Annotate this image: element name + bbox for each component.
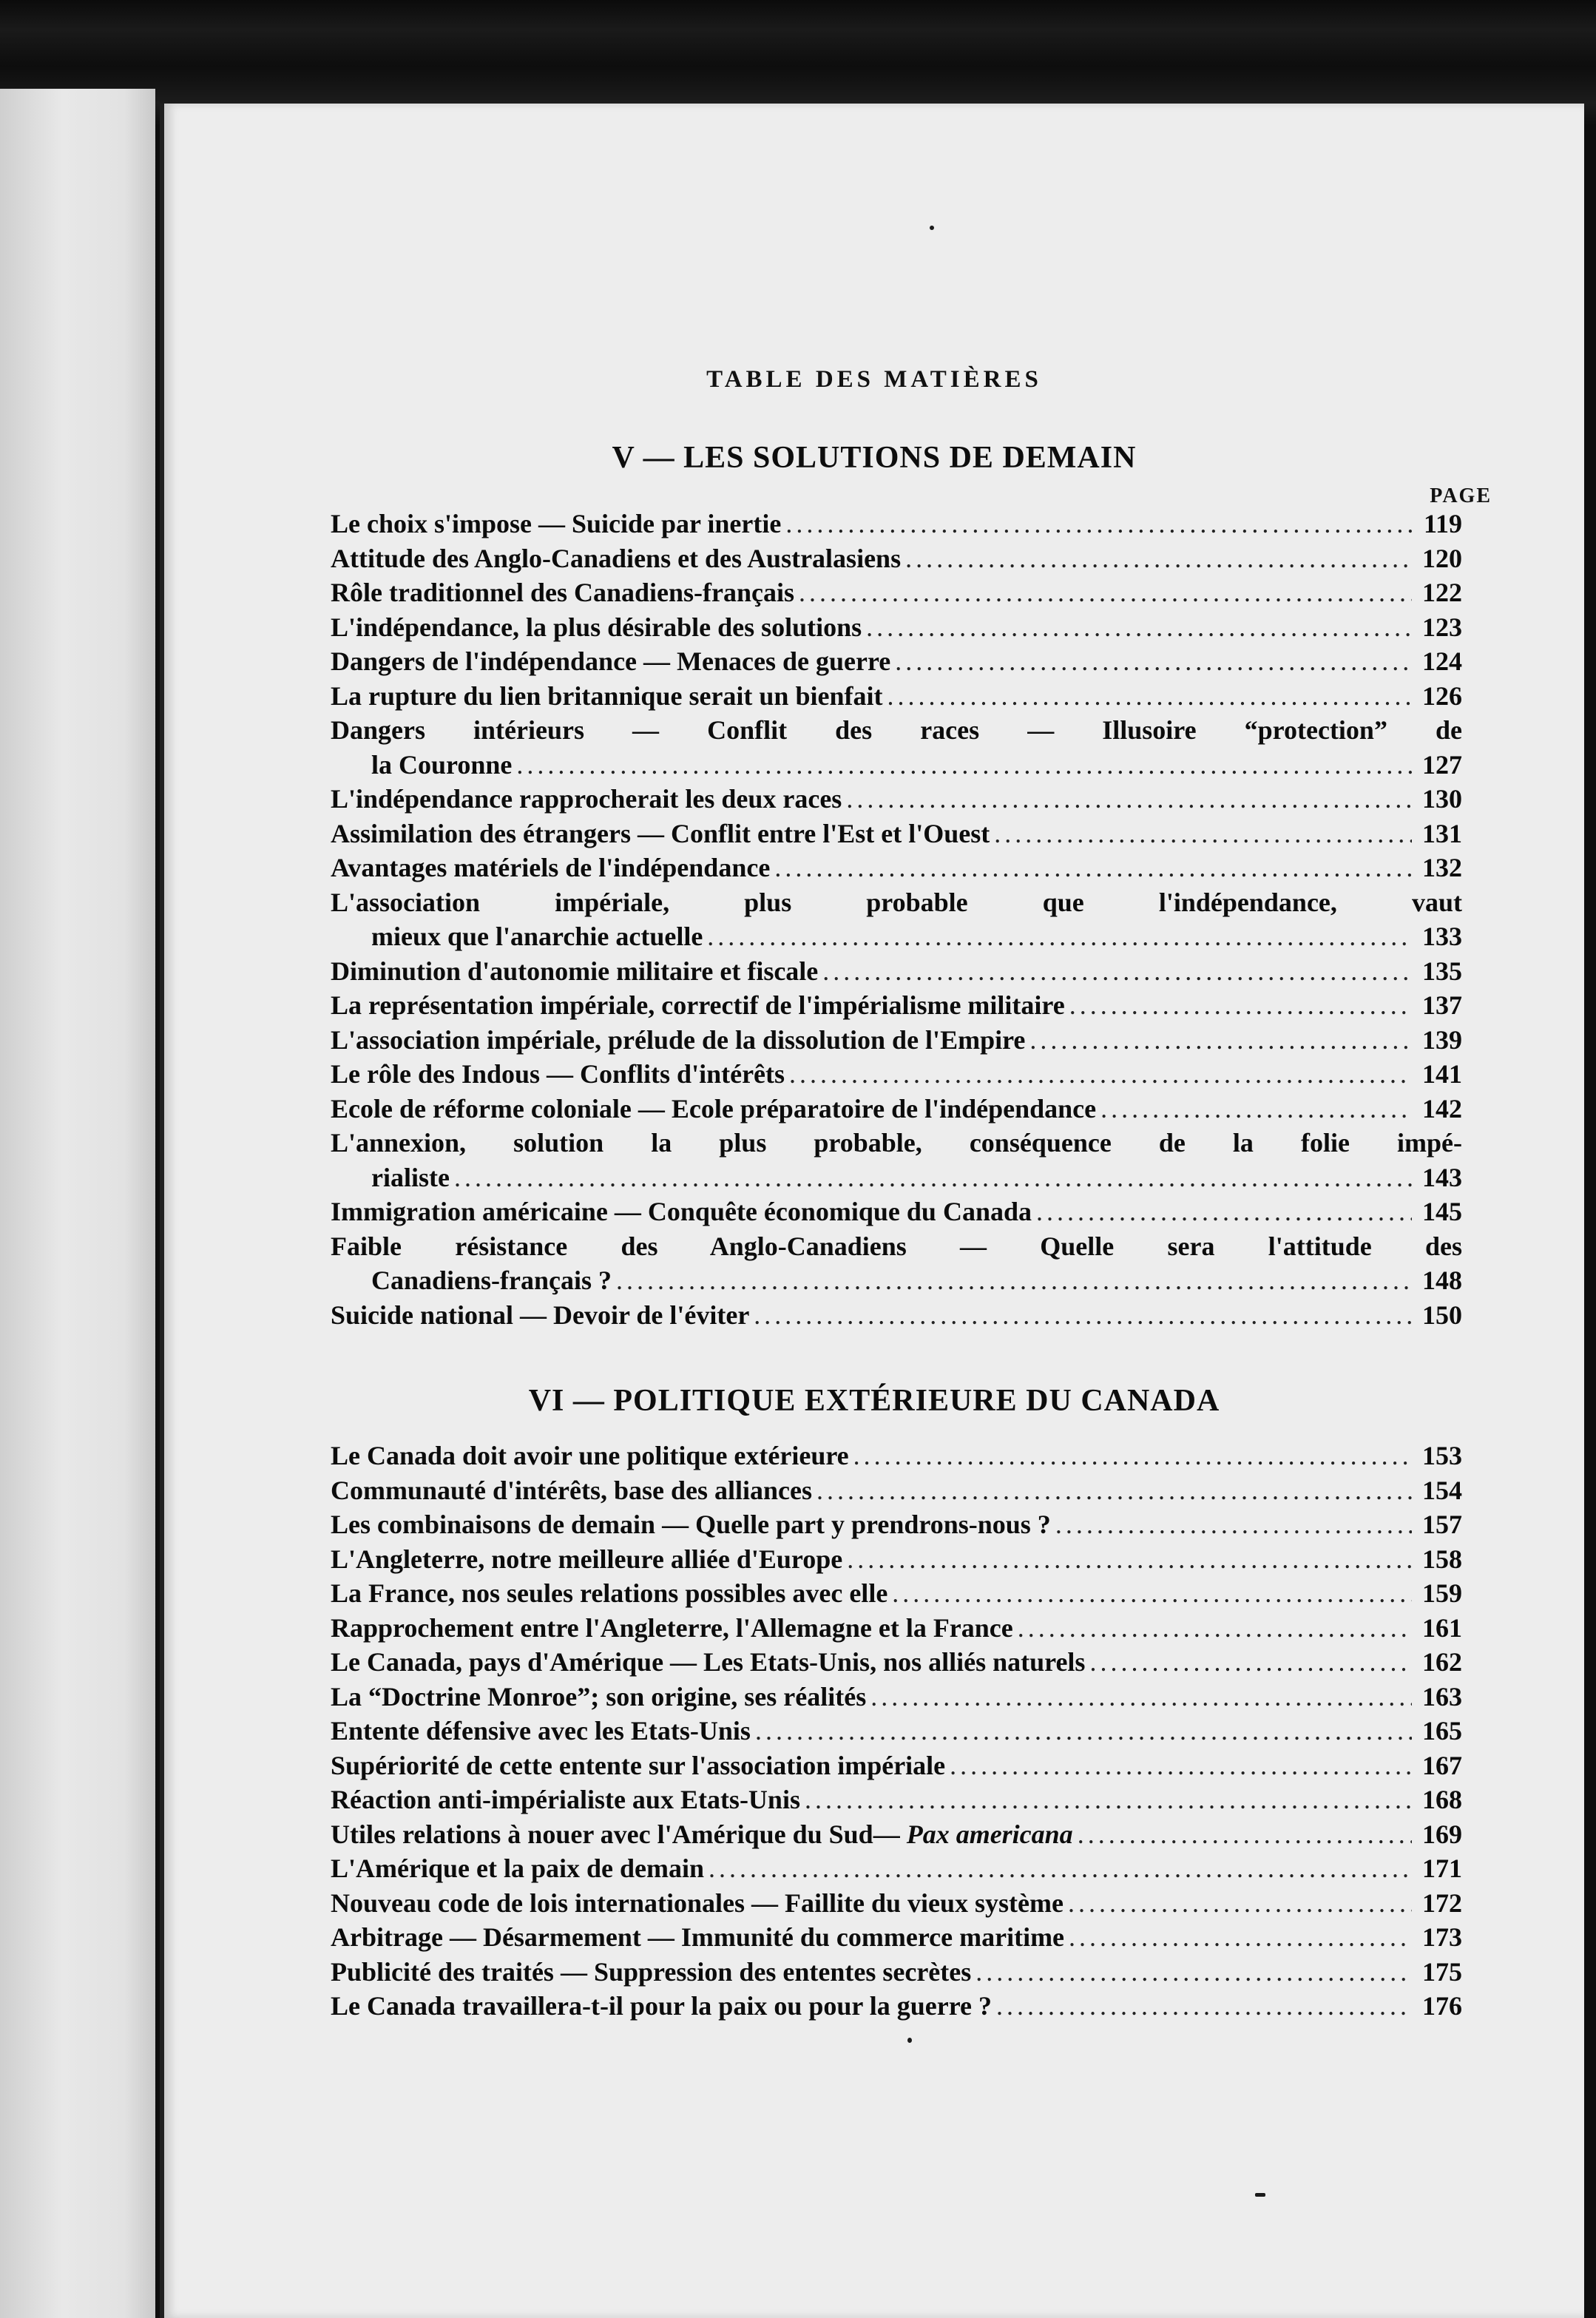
toc-entry [331,1507,1462,1542]
dot-leader [847,1542,1412,1577]
dot-leader [905,541,1412,576]
toc-entry [331,1092,1462,1126]
book-page [164,104,1584,2318]
dot-leader [853,1439,1412,1473]
toc-entry-title: Le Canada travaillera-t-il pour la paix ou pour la guerre ? [331,1991,993,2021]
toc-entry-page: 139 [1422,1024,1462,1055]
toc-entry-title: Publicité des traités — Suppression des ententes secrètes [331,1956,972,1987]
toc-entry [331,1229,1462,1298]
toc-entry-title: La rupture du lien britannique serait un bienfait [331,680,883,711]
toc-entry [331,1542,1462,1577]
toc-entry-title: Supériorité de cette entente sur l'association impériale [331,1750,946,1780]
toc-entry-row [331,1611,1462,1646]
dot-leader [1036,1195,1412,1229]
toc-entry-title: Le choix s'impose — Suicide par inertie [331,509,782,538]
toc-entry [331,885,1462,954]
toc-entry-page: 148 [1422,1266,1462,1295]
toc-entry-title: Rôle traditionnel des Canadiens-français [331,578,795,607]
toc-entry [331,644,1462,679]
toc-entry [331,1057,1462,1092]
facing-page-edge [0,89,155,2318]
dot-leader [516,748,1412,783]
toc-entry-row [331,644,1462,679]
toc-entry-page: 124 [1422,646,1462,676]
toc-entry [331,1576,1462,1611]
toc-entry-page: 153 [1422,1441,1462,1470]
toc-entry [331,782,1462,817]
dot-leader [1068,1886,1412,1921]
dot-leader [1029,1023,1412,1058]
toc-entry-title-line1: Faible résistance des Anglo-Canadiens — Quelle sera l'attitude des [331,1231,1462,1261]
toc-entry-title: Immigration américaine — Conquête économique du Canada [331,1197,1032,1226]
toc-entry [331,1851,1462,1886]
toc-entry [331,1473,1462,1508]
toc-entry [331,1611,1462,1646]
toc-entry-title-line1: L'annexion, solution la plus probable, conséquence de la folie impé- [331,1128,1462,1158]
toc-entry [331,1023,1462,1058]
toc-entry [331,679,1462,714]
toc-entry-title: mieux que l'anarchie actuelle [371,922,703,951]
toc-entry-page: 157 [1422,1510,1462,1539]
page-column-label: PAGE [1430,484,1492,507]
dot-leader [789,1057,1412,1092]
toc-entry-row [331,1439,1462,1473]
toc-entry-row [331,541,1462,576]
toc-entry [331,1439,1462,1473]
toc-entry-title: Nouveau code de lois internationales — Faillite du vieux système [331,1888,1064,1918]
toc-entry-title: Arbitrage — Désarmement — Immunité du commerce maritime [331,1922,1065,1952]
toc-entry [331,610,1462,645]
toc-entry [331,1817,1462,1852]
toc-entry-title: la Couronne [371,749,513,780]
toc-entry-page: 161 [1422,1612,1462,1643]
toc-entry [331,1748,1462,1783]
toc-entry-row [331,1645,1462,1680]
toc-entry-page: 135 [1422,956,1462,986]
dot-leader [887,679,1412,714]
toc-entry-title: Rapprochement entre l'Angleterre, l'Allemagne et la France [331,1612,1013,1643]
toc-entry-title: Le Canada, pays d'Amérique — Les Etats-Unis, nos alliés naturels [331,1647,1086,1677]
toc-entry-row [331,1576,1462,1611]
toc-entry-title: L'indépendance, la plus désirable des solutions [331,612,862,642]
dot-leader [755,1714,1412,1748]
dot-leader [454,1160,1412,1195]
toc-entry-row [331,1023,1462,1058]
toc-entry-page: 163 [1422,1681,1462,1712]
toc-entry-row [331,1955,1462,1990]
toc-entry-page: 131 [1422,818,1462,848]
toc-entry [331,988,1462,1023]
toc-entry-page: 145 [1422,1197,1462,1226]
dot-leader [1078,1817,1412,1852]
toc-entry-row [331,954,1462,989]
toc-entry-title: Dangers de l'indépendance — Menaces de guerre [331,646,891,676]
toc-entry-page: 150 [1422,1300,1462,1330]
toc-entry [331,1126,1462,1195]
toc-entry-row [331,507,1462,541]
toc-entry-page: 162 [1422,1647,1462,1677]
section-title-v: V — LES SOLUTIONS DE DEMAIN [612,441,1137,475]
toc-entry-page: 159 [1422,1578,1462,1608]
toc-entry-row [331,1714,1462,1748]
toc-entry-page: 141 [1422,1059,1462,1089]
toc-entry-row [331,575,1462,610]
dot-leader [1100,1092,1412,1126]
toc-entry [331,1298,1462,1333]
toc-entry-title-line1: L'association impériale, plus probable que l'indépendance, vaut [331,887,1462,917]
section-title-vi: VI — POLITIQUE EXTÉRIEURE DU CANADA [528,1384,1220,1418]
toc-entry [331,954,1462,989]
toc-entry-page: 171 [1422,1854,1462,1883]
toc-entry [331,1886,1462,1921]
dot-leader [866,610,1412,645]
dot-leader [870,1680,1412,1714]
toc-entry-title: Utiles relations à nouer avec l'Amérique du Sud— Pax americana [331,1819,1073,1849]
toc-entry-title: La France, nos seules relations possibles avec elle [331,1578,888,1608]
toc-entry [331,1955,1462,1990]
toc-entry-title: L'Amérique et la paix de demain [331,1854,704,1883]
toc-entry-title: Entente défensive avec les Etats-Unis [331,1716,751,1746]
toc-entry [331,507,1462,541]
toc-entry [331,1989,1462,2024]
toc-entry-page: 167 [1422,1750,1462,1780]
toc-entry-page: 175 [1422,1956,1462,1987]
toc-entry-page: 127 [1422,749,1462,780]
toc-entry-row [331,1473,1462,1508]
toc-entry-row [331,1989,1462,2024]
toc-entry-page: 130 [1422,784,1462,814]
toc-entry-row [331,1298,1462,1333]
toc-entry [331,713,1462,782]
toc-entry-title: Le rôle des Indous — Conflits d'intérêts [331,1059,785,1089]
toc-entry-row [331,988,1462,1023]
dot-leader [1055,1507,1412,1542]
toc-entry-row [331,1057,1462,1092]
toc-entry-title: L'Angleterre, notre meilleure alliée d'Europe [331,1544,843,1574]
toc-entry-title: Assimilation des étrangers — Conflit entre l'Est et l'Ouest [331,818,990,848]
scan-speck [907,2038,912,2043]
toc-entry-row [331,679,1462,714]
toc-section-v [331,507,1462,1332]
dot-leader [1069,1920,1412,1955]
toc-entry-row [331,610,1462,645]
toc-entry-row [331,1680,1462,1714]
toc-entry-page: 122 [1422,578,1462,607]
toc-entry [331,1783,1462,1817]
dot-leader [754,1298,1412,1333]
dot-leader [816,1473,1412,1508]
dot-leader [709,1851,1412,1886]
dot-leader [950,1748,1412,1783]
toc-entry-row [331,782,1462,817]
toc-entry-page: 176 [1422,1991,1462,2021]
toc-entry-title: L'indépendance rapprocherait les deux races [331,784,842,814]
toc-entry-title: La représentation impériale, correctif de l'impérialisme militaire [331,990,1065,1020]
dot-leader [785,507,1412,541]
scan-speck [930,226,934,230]
toc-entry [331,541,1462,576]
toc-entry-row [331,1783,1462,1817]
toc-entry-page: 137 [1422,990,1462,1020]
toc-entry-page: 123 [1422,612,1462,642]
dot-leader [1089,1645,1412,1680]
toc-entry-title: Attitude des Anglo-Canadiens et des Australasiens [331,543,902,573]
toc-entry-row [331,1851,1462,1886]
toc-entry-page: 169 [1422,1819,1462,1849]
dot-leader [774,851,1412,885]
toc-entry-row [331,1748,1462,1783]
toc-entry-row [331,748,1462,783]
dot-leader [616,1263,1412,1298]
toc-entry-page: 143 [1422,1162,1462,1192]
toc-entry-page: 165 [1422,1716,1462,1746]
toc-entry-page: 120 [1422,543,1462,573]
toc-entry-title: Réaction anti-impérialiste aux Etats-Unis [331,1785,800,1814]
toc-entry [331,851,1462,885]
toc-entry-row [331,919,1462,954]
toc-entry [331,1645,1462,1680]
toc-entry-row [331,1920,1462,1955]
dot-leader [1069,988,1412,1023]
dot-leader [892,1576,1412,1611]
toc-entry-row [331,1817,1462,1852]
page-header: TABLE DES MATIÈRES [706,366,1042,393]
toc-entry [331,575,1462,610]
dot-leader [846,782,1412,817]
toc-entry-title: rialiste [371,1162,450,1192]
toc-entry-page: 132 [1422,853,1462,882]
dot-leader [805,1783,1412,1817]
dot-leader [975,1955,1412,1990]
toc-entry [331,1680,1462,1714]
toc-entry-page: 119 [1423,509,1462,538]
toc-entry-page: 133 [1422,922,1462,951]
toc-entry-title: La “Doctrine Monroe”; son origine, ses réalités [331,1681,867,1712]
toc-entry-title: Ecole de réforme coloniale — Ecole préparatoire de l'indépendance [331,1093,1097,1123]
toc-entry-title: Communauté d'intérêts, base des alliances [331,1475,812,1505]
toc-entry [331,1195,1462,1229]
toc-entry-row [331,1160,1462,1195]
toc-section-vi [331,1439,1462,2024]
toc-entry-title: Le Canada doit avoir une politique extérieure [331,1441,849,1470]
toc-entry-title: Canadiens-français ? [371,1266,612,1295]
toc-entry [331,1714,1462,1748]
toc-entry-row [331,851,1462,885]
dot-leader [799,575,1412,610]
toc-entry-row [331,1195,1462,1229]
dot-leader [707,919,1412,954]
toc-entry [331,817,1462,851]
toc-entry-row [331,1263,1462,1298]
toc-entry-row [331,817,1462,851]
toc-entry-title: Suicide national — Devoir de l'éviter [331,1300,750,1330]
dot-leader [994,817,1412,851]
scan-speck [1255,2193,1265,2197]
toc-entry-row [331,1542,1462,1577]
toc-entry-page: 172 [1422,1888,1462,1918]
toc-entry-row [331,1507,1462,1542]
toc-entry-row [331,1886,1462,1921]
dot-leader [895,644,1412,679]
dot-leader [1018,1611,1412,1646]
dot-leader [822,954,1412,989]
toc-entry-page: 168 [1422,1785,1462,1814]
toc-entry-title: Les combinaisons de demain — Quelle part y prendrons-nous ? [331,1510,1051,1539]
toc-entry-page: 142 [1422,1093,1462,1123]
toc-entry-page: 173 [1422,1922,1462,1952]
toc-entry-page: 154 [1422,1475,1462,1505]
dot-leader [996,1989,1412,2024]
toc-entry-page: 158 [1422,1544,1462,1574]
toc-entry-title: Diminution d'autonomie militaire et fiscale [331,956,819,986]
toc-entry-title: Avantages matériels de l'indépendance [331,853,771,882]
toc-entry-row [331,1092,1462,1126]
toc-entry [331,1920,1462,1955]
toc-entry-page: 126 [1422,680,1462,711]
toc-entry-title: L'association impériale, prélude de la dissolution de l'Empire [331,1024,1026,1055]
toc-entry-title-line1: Dangers intérieurs — Conflit des races — Illusoire “protection” de [331,715,1462,745]
